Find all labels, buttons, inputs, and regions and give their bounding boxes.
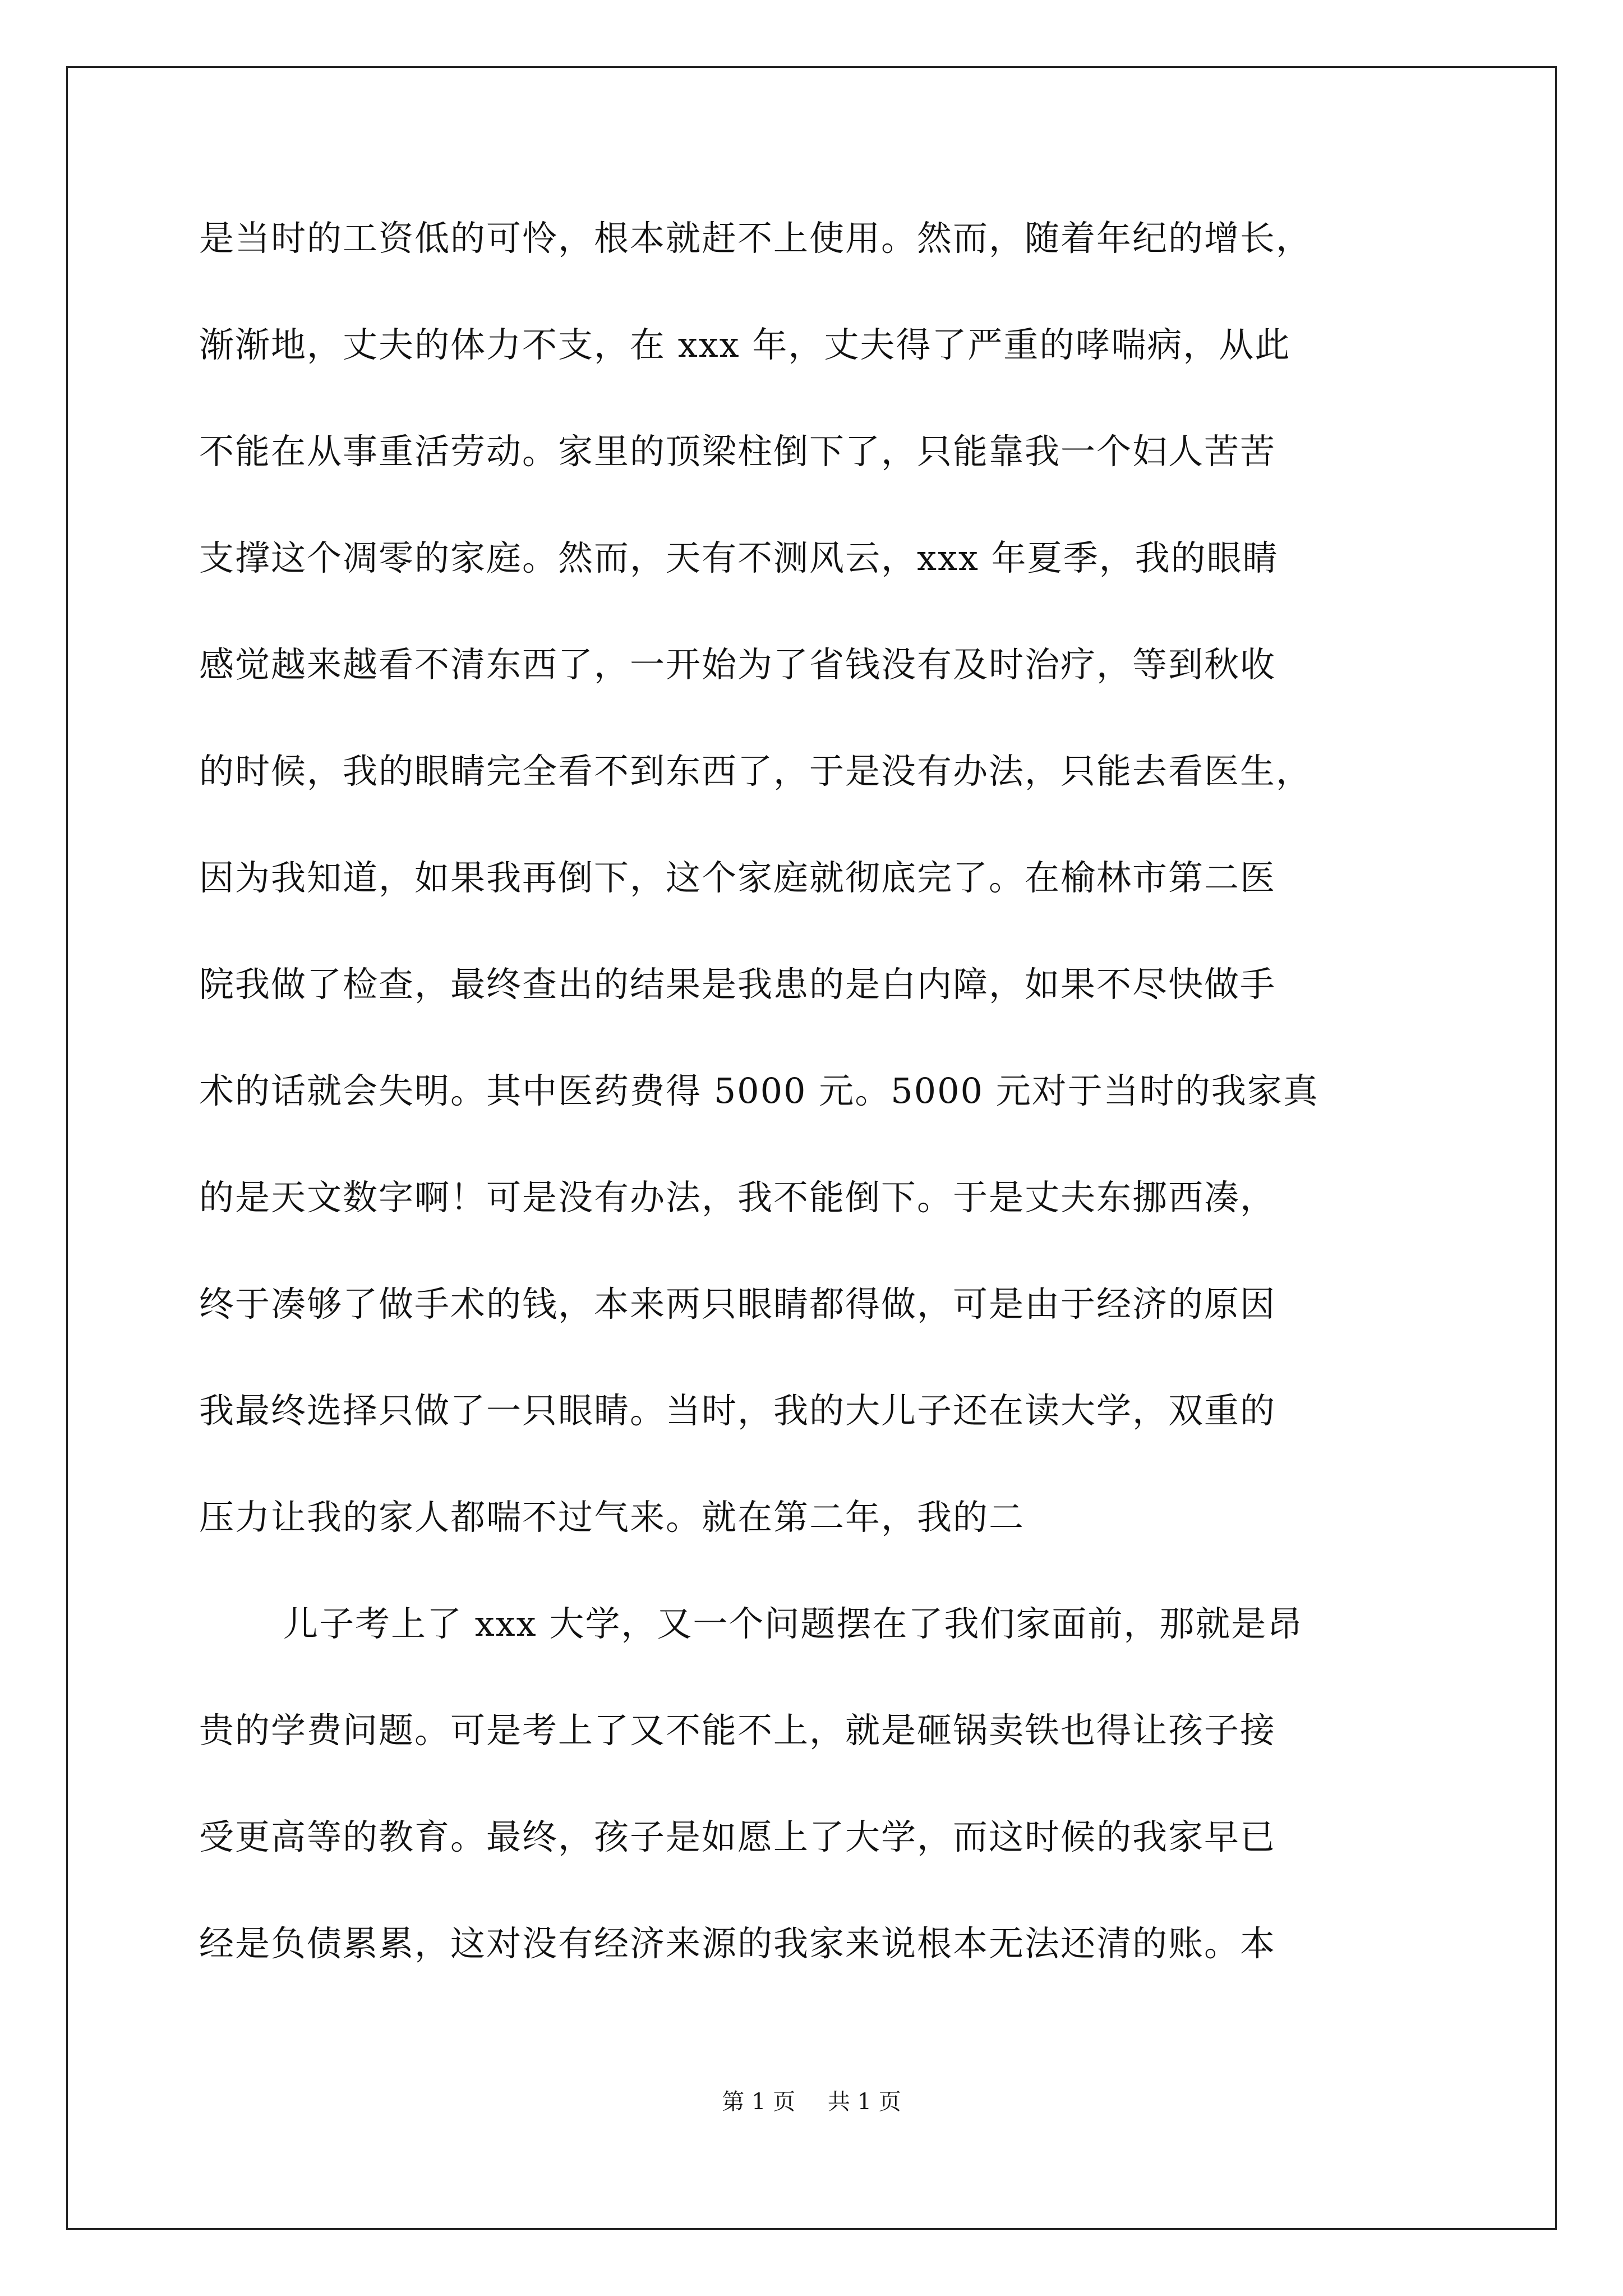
text-line: 感觉越来越看不清东西了，一开始为了省钱没有及时治疗，等到秋收 xyxy=(199,644,1276,685)
page-footer xyxy=(0,2084,1623,2116)
text-line: 因为我知道，如果我再倒下，这个家庭就彻底完了。在榆林市第二医 xyxy=(199,857,1276,898)
text-line: 的时候，我的眼睛完全看不到东西了，于是没有办法，只能去看医生， xyxy=(199,751,1312,792)
text-line: 的是天文数字啊！可是没有办法，我不能倒下。于是丈夫东挪西凑， xyxy=(199,1177,1276,1218)
text-line: 是当时的工资低的可怜，根本就赶不上使用。然而，随着年纪的增长， xyxy=(199,218,1312,259)
paragraph-start-line: 儿子考上了 xxx 大学，又一个问题摆在了我们家面前，那就是昂 xyxy=(283,1603,1303,1644)
text-line: 终于凑够了做手术的钱，本来两只眼睛都得做，可是由于经济的原因 xyxy=(199,1283,1276,1324)
text-line: 贵的学费问题。可是考上了又不能不上，就是砸锅卖铁也得让孩子接 xyxy=(199,1710,1276,1751)
page-number: 第 1 页 xyxy=(722,2089,796,2115)
text-line: 支撑这个凋零的家庭。然而，天有不测风云，xxx 年夏季，我的眼睛 xyxy=(199,537,1279,578)
text-line: 经是负债累累，这对没有经济来源的我家来说根本无法还清的账。本 xyxy=(199,1923,1276,1964)
text-line: 不能在从事重活劳动。家里的顶梁柱倒下了，只能靠我一个妇人苦苦 xyxy=(199,431,1276,472)
text-line: 压力让我的家人都喘不过气来。就在第二年，我的二 xyxy=(199,1497,1025,1538)
page-total: 共 1 页 xyxy=(827,2089,901,2115)
document-body xyxy=(199,210,1433,2022)
text-line: 我最终选择只做了一只眼睛。当时，我的大儿子还在读大学，双重的 xyxy=(199,1390,1276,1431)
text-line: 渐渐地，丈夫的体力不支，在 xxx 年，丈夫得了严重的哮喘病，从此 xyxy=(199,324,1291,365)
text-line: 院我做了检查，最终查出的结果是我患的是白内障，如果不尽快做手 xyxy=(199,964,1276,1005)
text-line: 受更高等的教育。最终，孩子是如愿上了大学，而这时候的我家早已 xyxy=(199,1816,1276,1857)
text-line: 术的话就会失明。其中医药费得 5000 元。5000 元对于当时的我家真 xyxy=(199,1070,1319,1111)
